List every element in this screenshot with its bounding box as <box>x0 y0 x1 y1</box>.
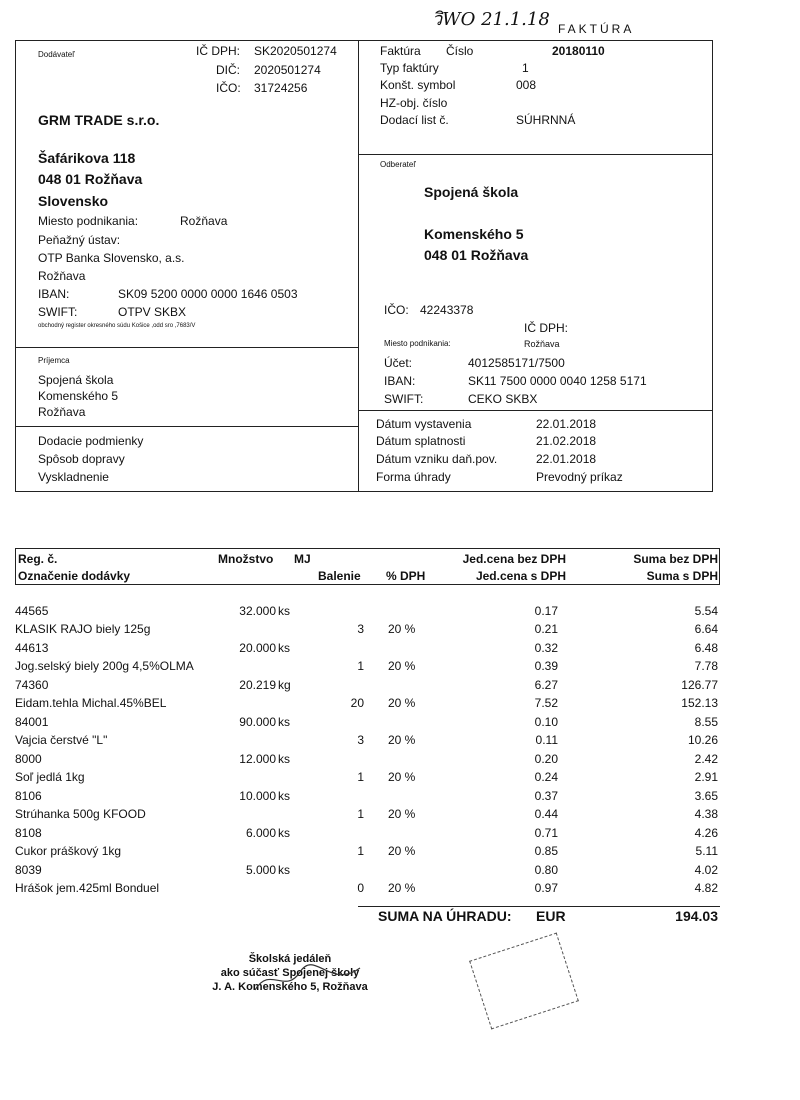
item-sum-net: 5.54 <box>694 604 718 618</box>
item-vat: 20 % <box>388 807 416 821</box>
payment-form-label: Forma úhrady <box>376 470 451 484</box>
item-sum-net: 6.48 <box>694 641 718 655</box>
item-desc: Vajcia čerstvé "L" <box>15 733 108 747</box>
item-sum-net: 4.02 <box>694 863 718 877</box>
invoice-dodaci-label: Dodací list č. <box>380 113 449 127</box>
item-vat: 20 % <box>388 733 416 747</box>
invoice-konst-label: Konšt. symbol <box>380 78 456 92</box>
item-reg: 8106 <box>15 789 42 803</box>
header-mj: MJ <box>294 552 311 566</box>
item-pack: 1 <box>357 770 364 784</box>
item-mj: ks <box>278 752 290 766</box>
item-pack: 20 <box>350 696 364 710</box>
item-desc: Eidam.tehla Michal.45%BEL <box>15 696 167 710</box>
signature-scribble <box>250 960 370 1000</box>
item-sum-gross: 5.11 <box>695 844 718 858</box>
supplier-place: Rožňava <box>180 214 228 228</box>
item-sum-net: 8.55 <box>694 715 718 729</box>
supplier-country: Slovensko <box>38 193 109 209</box>
supplier-recipient-divider <box>15 347 358 348</box>
invoice-hz-label: HZ-obj. číslo <box>380 96 448 110</box>
customer-city: 048 01 Rožňava <box>424 247 529 263</box>
item-mj: ks <box>278 789 290 803</box>
item-sum-gross: 152.13 <box>681 696 718 710</box>
item-unit-gross: 0.85 <box>534 844 558 858</box>
item-reg: 44565 <box>15 604 49 618</box>
supplier-icdph: SK2020501274 <box>254 44 337 58</box>
supplier-iban: SK09 5200 0000 0000 1646 0503 <box>118 287 298 301</box>
item-sum-gross: 2.91 <box>694 770 718 784</box>
customer-swift-label: SWIFT: <box>384 392 424 406</box>
item-reg: 44613 <box>15 641 49 655</box>
supplier-bank-city: Rožňava <box>38 269 86 283</box>
supplier-label: Dodávateľ <box>38 50 75 59</box>
item-desc: KLASIK RAJO biely 125g <box>15 622 151 636</box>
invoice-faktura-label: Faktúra <box>380 44 421 58</box>
item-unit-gross: 0.97 <box>534 881 558 895</box>
item-desc: Cukor práškový 1kg <box>15 844 122 858</box>
header-reg: Reg. č. <box>18 552 58 566</box>
item-pack: 3 <box>357 733 364 747</box>
item-unit-gross: 0.11 <box>535 733 558 747</box>
customer-street: Komenského 5 <box>424 226 524 242</box>
supplier-name: GRM TRADE s.r.o. <box>38 112 160 128</box>
item-reg: 8108 <box>15 826 42 840</box>
header-frame <box>15 40 713 492</box>
invoice-cislo-label: Číslo <box>446 44 474 58</box>
customer-icdph-label: IČ DPH: <box>524 321 569 335</box>
item-mj: ks <box>278 863 290 877</box>
item-unit-net: 0.71 <box>534 826 558 840</box>
item-vat: 20 % <box>388 696 416 710</box>
item-unit-gross: 0.44 <box>534 807 558 821</box>
header-sum-gross: Suma s DPH <box>646 569 718 583</box>
issue-date: 22.01.2018 <box>536 417 597 431</box>
item-qty: 20.000 <box>239 641 276 655</box>
due-date: 21.02.2018 <box>536 434 597 448</box>
item-unit-gross: 0.21 <box>534 622 558 636</box>
item-pack: 3 <box>357 622 364 636</box>
total-currency: EUR <box>536 908 566 924</box>
total-label: SUMA NA ÚHRADU: <box>378 908 512 924</box>
item-qty: 6.000 <box>245 826 276 840</box>
item-reg: 8000 <box>15 752 42 766</box>
item-unit-net: 6.27 <box>534 678 558 692</box>
supplier-street: Šafárikova 118 <box>38 150 136 166</box>
item-vat: 20 % <box>388 770 416 784</box>
item-sum-net: 126.77 <box>681 678 718 692</box>
invoice-type-label: Typ faktúry <box>380 61 439 75</box>
item-sum-gross: 7.78 <box>694 659 718 673</box>
customer-account: 4012585171/7500 <box>468 356 565 370</box>
supplier-dic: 2020501274 <box>254 63 321 77</box>
invoice-dodaci: SÚHRNNÁ <box>516 113 576 127</box>
handwritten-note: วิWO 21.1.18 <box>432 9 550 30</box>
item-unit-gross: 0.39 <box>534 659 558 673</box>
header-sum-net: Suma bez DPH <box>633 552 718 566</box>
document-title: FAKTÚRA <box>558 22 635 36</box>
item-desc: Soľ jedlá 1kg <box>15 770 85 784</box>
tax-date-label: Dátum vzniku daň.pov. <box>376 452 498 466</box>
delivery-storage-label: Vyskladnenie <box>38 470 109 484</box>
item-pack: 1 <box>357 807 364 821</box>
supplier-swift-label: SWIFT: <box>38 305 78 319</box>
header-qty: Množstvo <box>218 552 274 566</box>
supplier-register: obchodný register okresného súdu Košice ,odd sro ,7683/V <box>38 323 196 329</box>
item-reg: 8039 <box>15 863 42 877</box>
recipient-delivery-divider <box>15 426 358 427</box>
tax-date: 22.01.2018 <box>536 452 597 466</box>
item-unit-net: 0.17 <box>534 604 558 618</box>
supplier-place-label: Miesto podnikania: <box>38 214 139 228</box>
stamp-line3: J. A. Komenského 5, Rožňava <box>212 981 368 993</box>
item-vat: 20 % <box>388 881 416 895</box>
item-mj: kg <box>278 678 291 692</box>
item-unit-net: 0.37 <box>534 789 558 803</box>
recipient-city: Rožňava <box>38 405 86 419</box>
round-stamp-mark <box>469 933 579 1030</box>
header-vat: % DPH <box>386 569 426 583</box>
invoice-konst: 008 <box>516 78 537 92</box>
customer-label: Odberateľ <box>380 160 416 169</box>
supplier-iban-label: IBAN: <box>38 287 70 301</box>
customer-ico: 42243378 <box>420 303 474 317</box>
table-header-bottom-line <box>15 584 720 585</box>
table-header-left-line <box>15 548 16 584</box>
item-mj: ks <box>278 604 290 618</box>
item-qty: 12.000 <box>239 752 276 766</box>
stamp-line1: Školská jedáleň <box>248 953 332 965</box>
item-unit-gross: 0.24 <box>534 770 558 784</box>
item-vat: 20 % <box>388 622 416 636</box>
header-pack: Balenie <box>318 569 361 583</box>
item-pack: 1 <box>357 659 364 673</box>
item-sum-gross: 4.38 <box>694 807 718 821</box>
item-reg: 84001 <box>15 715 49 729</box>
total-separator <box>358 906 720 907</box>
supplier-city: 048 01 Rožňava <box>38 171 143 187</box>
item-vat: 20 % <box>388 659 416 673</box>
item-unit-net: 0.32 <box>534 641 558 655</box>
item-sum-gross: 4.82 <box>694 881 718 895</box>
item-mj: ks <box>278 826 290 840</box>
supplier-icdph-label: IČ DPH: <box>196 44 241 58</box>
item-sum-net: 4.26 <box>694 826 718 840</box>
header-divider-vertical <box>358 40 359 492</box>
customer-place: Rožňava <box>524 339 560 349</box>
item-sum-gross: 10.26 <box>687 733 718 747</box>
item-unit-gross: 7.52 <box>534 696 558 710</box>
item-desc: Strúhanka 500g KFOOD <box>15 807 146 821</box>
item-unit-net: 0.20 <box>534 752 558 766</box>
supplier-dic-label: DIČ: <box>216 63 240 77</box>
supplier-ico-label: IČO: <box>216 81 241 95</box>
item-qty: 20.219 <box>239 678 276 692</box>
recipient-street: Komenského 5 <box>38 389 119 403</box>
issue-date-label: Dátum vystavenia <box>376 417 472 431</box>
delivery-conditions-label: Dodacie podmienky <box>38 434 144 448</box>
item-mj: ks <box>278 641 290 655</box>
item-sum-gross: 6.64 <box>694 622 718 636</box>
delivery-transport-label: Spôsob dopravy <box>38 452 125 466</box>
invoice-number: 20180110 <box>552 44 605 58</box>
header-desc: Označenie dodávky <box>18 569 131 583</box>
item-vat: 20 % <box>388 844 416 858</box>
customer-account-label: Účet: <box>384 356 413 370</box>
item-qty: 32.000 <box>239 604 276 618</box>
item-sum-net: 3.65 <box>694 789 718 803</box>
item-sum-net: 2.42 <box>694 752 718 766</box>
header-unit-gross: Jed.cena s DPH <box>475 569 566 583</box>
item-desc: Hrášok jem.425ml Bonduel <box>15 881 160 895</box>
supplier-ico: 31724256 <box>254 81 308 95</box>
customer-iban-label: IBAN: <box>384 374 416 388</box>
invoice-type: 1 <box>522 61 529 75</box>
customer-iban: SK11 7500 0000 0040 1258 5171 <box>468 374 647 388</box>
due-date-label: Dátum splatnosti <box>376 434 466 448</box>
invoice-customer-divider <box>358 154 713 155</box>
item-qty: 10.000 <box>239 789 276 803</box>
customer-name: Spojená škola <box>424 184 519 200</box>
item-pack: 0 <box>357 881 364 895</box>
header-unit-net: Jed.cena bez DPH <box>462 552 566 566</box>
table-header-right-line <box>719 548 720 584</box>
payment-form: Prevodný príkaz <box>536 470 623 484</box>
customer-ico-label: IČO: <box>384 303 409 317</box>
table-header-top-line <box>15 548 720 549</box>
item-qty: 5.000 <box>245 863 276 877</box>
item-pack: 1 <box>357 844 364 858</box>
recipient-name: Spojená škola <box>38 373 114 387</box>
stamp-line2: ako súčasť Spojenej školy <box>220 967 360 979</box>
item-qty: 90.000 <box>239 715 276 729</box>
recipient-label: Príjemca <box>38 356 70 365</box>
supplier-swift: OTPV SKBX <box>118 305 187 319</box>
total-amount: 194.03 <box>675 908 718 924</box>
supplier-bank-label: Peňažný ústav: <box>38 233 121 247</box>
item-reg: 74360 <box>15 678 49 692</box>
customer-swift: CEKO SKBX <box>468 392 538 406</box>
customer-place-label: Miesto podnikania: <box>384 339 451 348</box>
item-unit-net: 0.10 <box>534 715 558 729</box>
customer-dates-divider <box>358 410 713 411</box>
item-mj: ks <box>278 715 290 729</box>
item-unit-net: 0.80 <box>534 863 558 877</box>
item-desc: Jog.selský biely 200g 4,5%OLMA <box>15 659 194 673</box>
supplier-bank: OTP Banka Slovensko, a.s. <box>38 251 185 265</box>
